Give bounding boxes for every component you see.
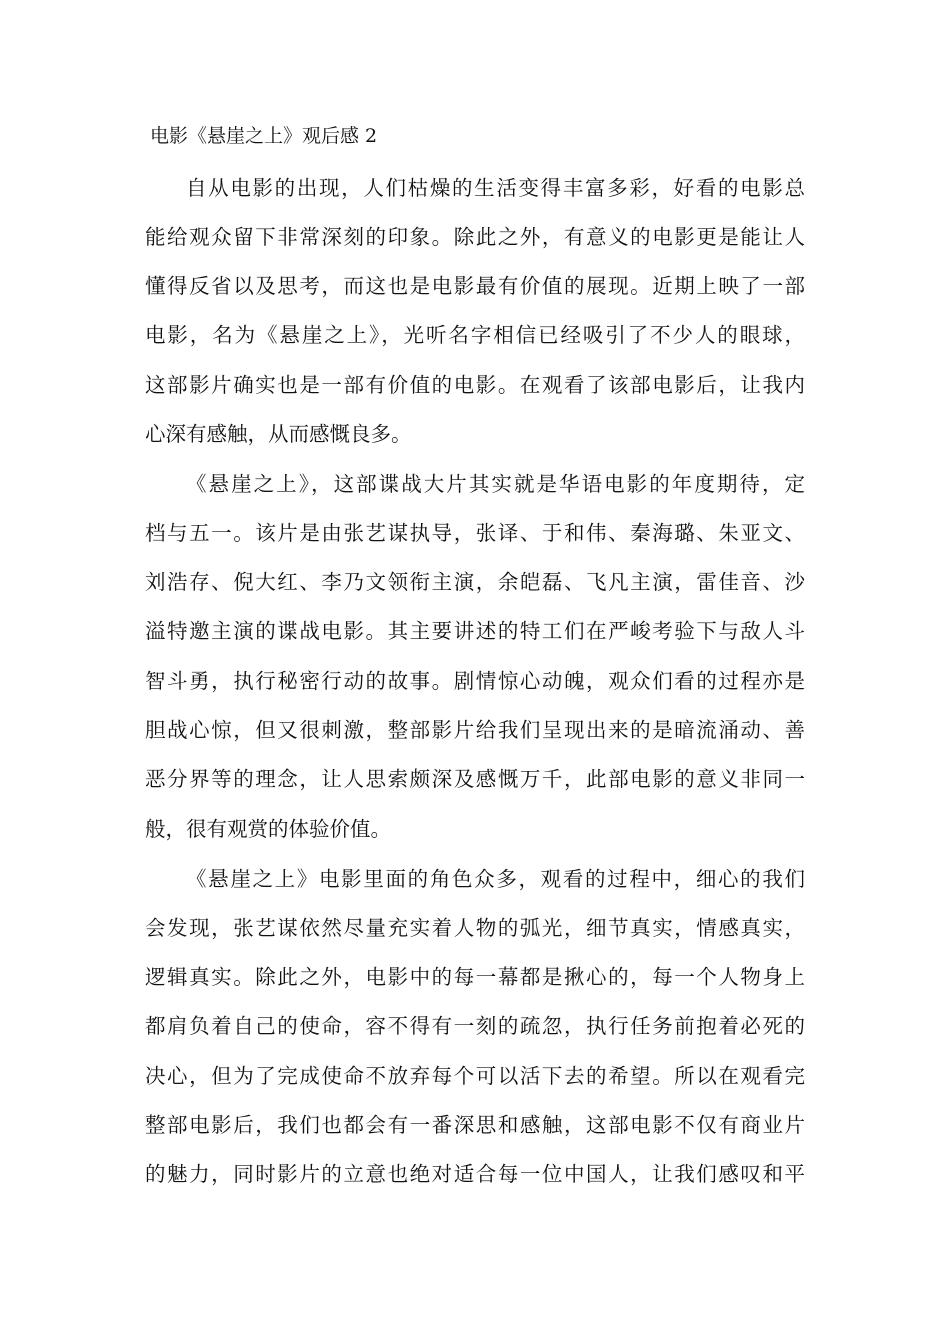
text-line: 的魅力，同时影片的立意也绝对适合每一位中国人，让我们感叹和平 [145,1162,805,1186]
text-line: 心深有感触，从而感慨良多。 [145,422,412,446]
text-line: 般，很有观赏的体验价值。 [145,817,391,841]
text-line: 整部电影后，我们也都会有一番深思和感触，这部电影不仅有商业片 [145,1113,805,1137]
text-line: 逻辑真实。除此之外，电影中的每一幕都是揪心的，每一个人物身上 [145,965,805,989]
text-line: 刘浩存、倪大红、李乃文领衔主演，余皑磊、飞凡主演，雷佳音、沙 [145,570,805,594]
text-line: 决心，但为了完成使命不放弃每个可以活下去的希望。所以在观看完 [145,1064,805,1088]
text-line: 会发现，张艺谋依然尽量充实着人物的弧光，细节真实，情感真实， [145,916,805,940]
document-title: 电影《悬崖之上》观后感 2 [150,125,378,147]
text-line: 智斗勇，执行秘密行动的故事。剧情惊心动魄，观众们看的过程亦是 [145,669,805,693]
text-line: 《悬崖之上》，这部谍战大片其实就是华语电影的年度期待，定 [186,472,805,496]
text-line: 胆战心惊，但又很刺激，整部影片给我们呈现出来的是暗流涌动、善 [145,718,805,742]
text-line: 这部影片确实也是一部有价值的电影。在观看了该部电影后，让我内 [145,373,805,397]
text-line: 懂得反省以及思考，而这也是电影最有价值的展现。近期上映了一部 [145,274,805,298]
text-line: 恶分界等的理念，让人思索颇深及感慨万千，此部电影的意义非同一 [145,767,805,791]
text-line: 电影，名为《悬崖之上》，光听名字相信已经吸引了不少人的眼球， [145,323,805,347]
text-line: 都肩负着自己的使命，容不得有一刻的疏忽，执行任务前抱着必死的 [145,1014,805,1038]
text-line: 档与五一。该片是由张艺谋执导，张译、于和伟、秦海璐、朱亚文、 [145,521,805,545]
text-line: 能给观众留下非常深刻的印象。除此之外，有意义的电影更是能让人 [145,225,805,249]
text-line: 溢特邀主演的谍战电影。其主要讲述的特工们在严峻考验下与敌人斗 [145,619,805,643]
text-line: 《悬崖之上》电影里面的角色众多，观看的过程中，细心的我们 [186,867,805,891]
text-line: 自从电影的出现，人们枯燥的生活变得丰富多彩，好看的电影总 [186,176,805,200]
